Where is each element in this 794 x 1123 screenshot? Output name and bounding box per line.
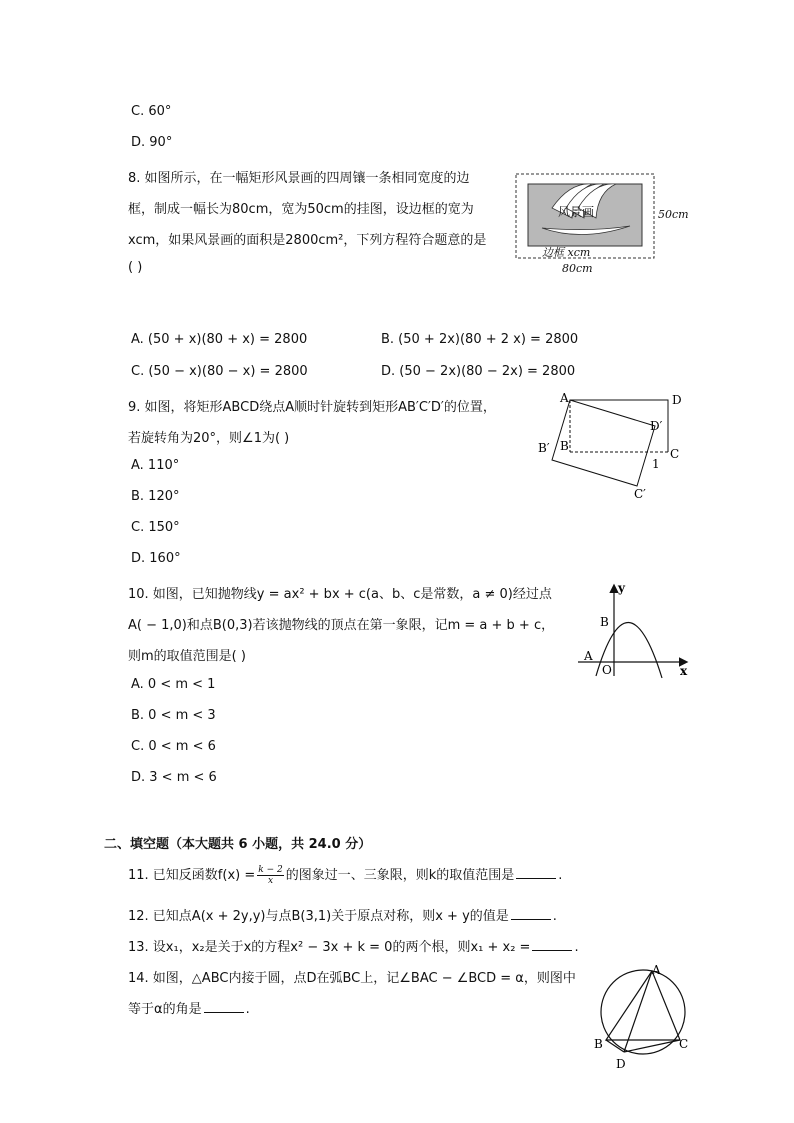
q9-label-c: C [670,447,680,461]
q8-line3: xcm，如果风景画的面积是2800cm²，下列方程符合题意的是 [128,233,487,248]
q10-label-x: x [680,664,688,678]
q14-line2-wrap [128,998,250,1017]
q14-line2: 等于α的角是 [128,1002,202,1017]
q10-label-b: B [600,615,609,629]
q11-fraction [257,865,283,886]
q10-option-d: D. 3 < m < 6 [131,770,217,785]
q12-end: . [552,909,557,924]
q8-option-a: A. (50 + x)(80 + x) = 2800 [131,332,308,347]
q14-label-a: A [652,963,661,977]
q10-label-y: y [618,581,625,595]
line-dc [624,1040,680,1052]
q11-fraction-num: k − 2 [258,865,283,875]
q8-line1: 8. 如图所示，在一幅矩形风景画的四周镶一条相同宽度的边 [128,171,470,186]
q8-line4: ( ) [128,260,143,275]
q13-text: 13. 设x₁，x₂是关于x的方程x² − 3x + k = 0的两个根，则x₁ + x₂ = [128,940,531,955]
q9-option-a: A. 110° [131,458,180,473]
q13-answer-blank[interactable] [532,938,572,951]
q8-option-b: B. (50 + 2x)(80 + 2 x) = 2800 [381,332,579,347]
q10-line3: 则m的取值范围是( ) [128,649,246,664]
q8-line2: 框，制成一幅长为80cm，宽为50cm的挂图，设边框的宽为 [128,202,474,217]
q9-figure [530,388,690,506]
q10-option-b: B. 0 < m < 3 [131,708,216,723]
q14-figure [590,962,694,1074]
q10-label-o: O [602,663,612,677]
q9-label-angle1: 1 [652,457,660,471]
q12-text: 12. 已知点A(x + 2y,y)与点B(3,1)关于原点对称，则x + y的值是 [128,909,509,924]
q9-option-d: D. 160° [131,551,181,566]
q13-end: . [574,940,579,955]
q9-line2: 若旋转角为20°，则∠1为( ) [128,431,290,446]
q14-answer-blank[interactable] [204,1000,244,1013]
q9-line1: 9. 如图，将矩形ABCD绕点A顺时针旋转到矩形AB′C′D′的位置， [128,400,496,415]
q9-label-d: D [672,393,682,407]
section-2-title: 二、填空题（本大题共 6 小题，共 24.0 分） [104,837,372,852]
q13 [128,936,579,955]
q8-option-c: C. (50 − x)(80 − x) = 2800 [131,364,308,379]
q9-label-c-prime: C′ [634,487,646,501]
q8-label-width: 50cm [658,208,689,221]
q10-line1: 10. 如图，已知抛物线y = ax² + bx + c(a、b、c是常数，a ≠ 0)经过点 [128,587,552,602]
line-bd [606,1040,624,1052]
triangle-abc [606,971,680,1040]
q11-pre: 11. 已知反函数f(x) = [128,868,256,883]
q11 [128,864,562,886]
q9-label-d-prime: D′ [650,419,663,433]
q9-label-a: A [560,391,569,405]
q8-label-border: 边框 xcm [542,246,591,259]
q11-answer-blank[interactable] [516,866,556,879]
q11-post: 的图象过一、三象限，则k的取值范围是 [285,868,515,883]
q7-option-c: C. 60° [131,104,172,119]
q10-figure [570,580,692,680]
q12 [128,905,557,924]
q7-option-d: D. 90° [131,135,173,150]
q9-option-c: C. 150° [131,520,180,535]
q8-option-d: D. (50 − 2x)(80 − 2x) = 2800 [381,364,576,379]
q10-option-c: C. 0 < m < 6 [131,739,216,754]
q11-end: . [558,868,563,883]
q9-label-b-prime: B′ [538,441,550,455]
q14-label-d: D [616,1057,626,1071]
q9-label-b: B [560,439,569,453]
q14-label-b: B [594,1037,603,1051]
q11-fraction-den: x [267,876,274,886]
q10-option-a: A. 0 < m < 1 [131,677,216,692]
q14-end: . [245,1002,250,1017]
q8-figure [512,170,702,278]
q9-option-b: B. 120° [131,489,180,504]
q10-label-a: A [584,649,593,663]
q10-line2: A( − 1,0)和点B(0,3)若该抛物线的顶点在第一象限，记m = a + b + c， [128,618,555,633]
q8-label-length: 80cm [562,262,593,275]
q12-answer-blank[interactable] [511,907,551,920]
q14-label-c: C [679,1037,689,1051]
q8-label-painting: 风景画 [558,205,595,219]
q14-line1: 14. 如图，△ABC内接于圆，点D在弧BC上，记∠BAC − ∠BCD = α，则图中 [128,971,576,986]
